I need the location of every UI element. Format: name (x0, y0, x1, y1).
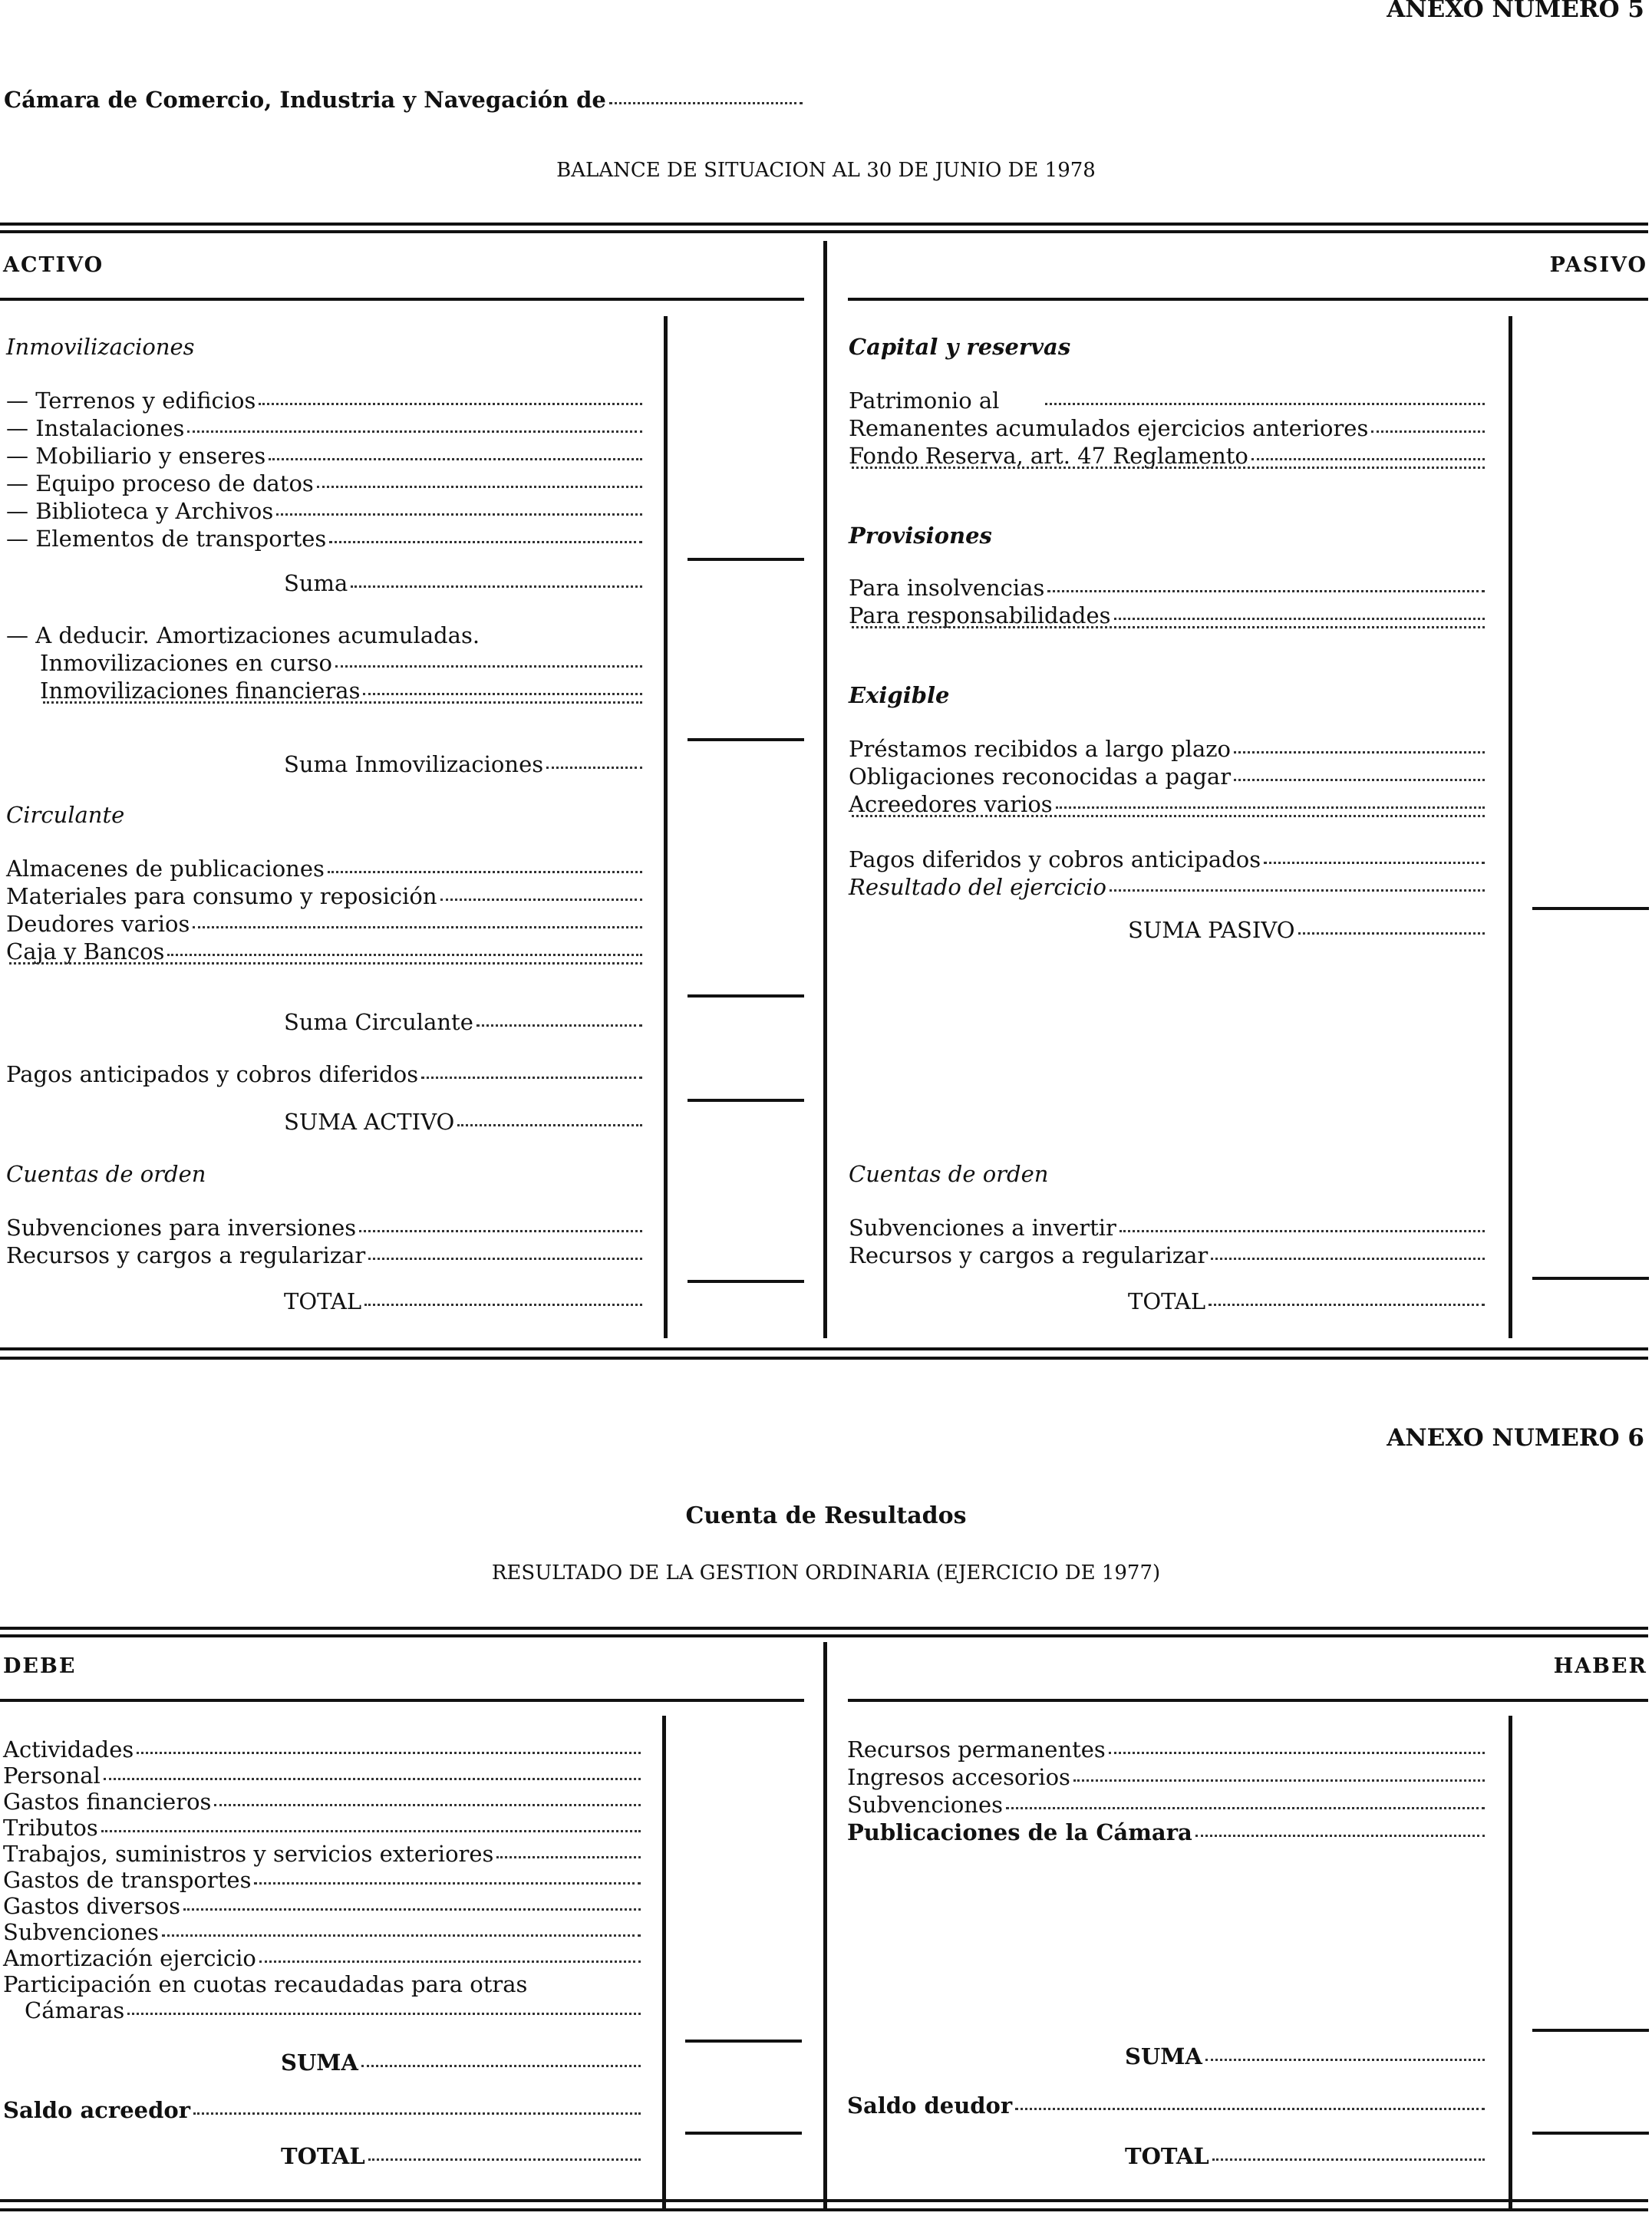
activo-header: ACTIVO (3, 253, 104, 277)
suma-row: SUMA (1125, 2043, 1488, 2070)
top-rule-1 (0, 223, 1648, 226)
debe-underline (0, 1699, 804, 1702)
debe-row: Subvenciones (3, 1918, 644, 1946)
activo-underline (0, 298, 804, 301)
total-row: TOTAL (284, 1288, 645, 1315)
chamber-label: Cámara de Comercio, Industria y Navegación de (4, 87, 606, 113)
resultado-row: Resultado del ejercicio (849, 873, 1488, 901)
sum-line (688, 558, 804, 561)
suma-inmov-row: Suma Inmovilizaciones (284, 750, 645, 778)
final-rule-2 (0, 2208, 1648, 2211)
sum-line (1532, 2132, 1649, 2135)
top-rule-1 (0, 1627, 1648, 1630)
pasivo-row: Obligaciones reconocidas a pagar (849, 763, 1488, 790)
activo-row: Subvenciones para inversiones (6, 1214, 645, 1242)
blank-row (849, 818, 1488, 820)
pasivo-amount-rule (1509, 316, 1512, 1338)
debe-row: Personal (3, 1762, 644, 1789)
pasivo-underline (848, 298, 1648, 301)
cuentas-orden-heading: Cuentas de orden (6, 1161, 206, 1187)
debe-row: Actividades (3, 1736, 644, 1763)
sum-line (1532, 2029, 1649, 2032)
bottom-rule-2 (0, 1357, 1648, 1360)
activo-row: Inmovilizaciones en curso (40, 649, 645, 677)
bottom-rule-1 (0, 1347, 1648, 1350)
annex6-heading: Cuenta de Resultados (685, 1502, 967, 1529)
debe-row: Amortización ejercicio (3, 1944, 644, 1972)
haber-row: Ingresos accesorios (847, 1763, 1488, 1791)
sum-line (1532, 1277, 1649, 1280)
saldo-acreedor-row: Saldo acreedor (3, 2096, 644, 2124)
pasivo-row: Subvenciones a invertir (849, 1214, 1488, 1242)
exigible-heading: Exigible (849, 682, 950, 708)
activo-row: — Equipo proceso de datos (6, 470, 645, 497)
haber-underline (848, 1699, 1648, 1702)
sum-line (685, 2132, 802, 2135)
activo-amount-rule (664, 316, 668, 1338)
provisiones-heading: Provisiones (849, 523, 992, 549)
center-divider (823, 1642, 827, 2210)
suma-pasivo-row: SUMA PASIVO (1128, 916, 1488, 944)
total-row: TOTAL (281, 2142, 644, 2170)
sum-line (688, 738, 804, 741)
suma-circ-row: Suma Circulante (284, 1008, 645, 1036)
debe-row: Trabajos, suministros y servicios exteriores (3, 1840, 644, 1868)
debe-row: Gastos financieros (3, 1788, 644, 1815)
activo-row: — Terrenos y edificios (6, 387, 645, 414)
pasivo-row: Préstamos recibidos a largo plazo (849, 735, 1488, 763)
total-row: TOTAL (1128, 1288, 1488, 1315)
activo-row: Recursos y cargos a regularizar (6, 1242, 645, 1269)
saldo-deudor-row: Saldo deudor (847, 2092, 1488, 2119)
suma-row: SUMA (281, 2049, 644, 2076)
suma-activo-row: SUMA ACTIVO (284, 1108, 645, 1136)
activo-row: Materiales para consumo y reposición (6, 882, 645, 910)
sum-line (685, 2040, 802, 2043)
debe-amount-rule (662, 1716, 666, 2210)
pagos-anticipados-row: Pagos anticipados y cobros diferidos (6, 1060, 645, 1088)
suma-row: Suma (284, 569, 645, 597)
activo-row: Caja y Bancos (6, 938, 645, 965)
sum-line (688, 1280, 804, 1283)
circulante-heading: Circulante (6, 802, 125, 828)
haber-row: Publicaciones de la Cámara (847, 1819, 1488, 1846)
haber-amount-rule (1509, 1716, 1512, 2210)
haber-row: Subvenciones (847, 1791, 1488, 1819)
pasivo-row: Acreedores varios (849, 790, 1488, 818)
blank-row (849, 470, 1488, 472)
annex5-title: ANEXO NUMERO 5 (1387, 0, 1644, 23)
chamber-line (4, 86, 806, 114)
haber-header: HABER (1553, 1654, 1647, 1678)
pasivo-row: Para insolvencias (849, 574, 1488, 602)
activo-row: — Biblioteca y Archivos (6, 497, 645, 525)
blank-row (849, 629, 1488, 631)
top-rule-2 (0, 1634, 1648, 1637)
haber-row: Recursos permanentes (847, 1736, 1488, 1763)
debe-row: Gastos de transportes (3, 1866, 644, 1894)
blank-row (6, 965, 645, 968)
sum-line (1532, 907, 1649, 910)
total-row: TOTAL (1125, 2142, 1488, 2170)
activo-row: — Mobiliario y enseres (6, 442, 645, 470)
inmovilizaciones-heading: Inmovilizaciones (6, 334, 195, 360)
center-divider (823, 241, 827, 1338)
activo-row: Inmovilizaciones financieras (40, 677, 645, 704)
debe-row: Gastos diversos (3, 1892, 644, 1920)
top-rule-2 (0, 230, 1648, 233)
annex5-subtitle: BALANCE DE SITUACION AL 30 DE JUNIO DE 1978 (556, 159, 1096, 182)
debe-row: Tributos (3, 1814, 644, 1842)
pasivo-row: Para responsabilidades (849, 602, 1488, 629)
activo-row: — Instalaciones (6, 414, 645, 442)
deduct-row: — A deducir. Amortizaciones acumuladas. (6, 622, 480, 648)
activo-row: Almacenes de publicaciones (6, 855, 645, 882)
pasivo-row: Pagos diferidos y cobros anticipados (849, 846, 1488, 873)
blank-row (40, 704, 645, 707)
annex6-subtitle: RESULTADO DE LA GESTION ORDINARIA (EJERCICIO DE 1977) (491, 1561, 1161, 1585)
activo-row: Deudores varios (6, 910, 645, 938)
capital-heading: Capital y reservas (849, 334, 1071, 360)
sum-line (688, 1099, 804, 1102)
cuentas-orden-heading: Cuentas de orden (849, 1161, 1049, 1187)
final-rule-1 (0, 2199, 1648, 2202)
pasivo-row: Remanentes acumulados ejercicios anteriores (849, 414, 1488, 442)
pasivo-row: Fondo Reserva, art. 47 Reglamento (849, 442, 1488, 470)
pasivo-row: Recursos y cargos a regularizar (849, 1242, 1488, 1269)
debe-header: DEBE (3, 1654, 77, 1678)
activo-row: — Elementos de transportes (6, 525, 645, 552)
sum-line (688, 994, 804, 998)
pasivo-header: PASIVO (1549, 253, 1647, 277)
pasivo-row: Patrimonio al (849, 387, 1488, 414)
participacion-row: Participación en cuotas recaudadas para otras (3, 1971, 528, 1997)
debe-row: Cámaras (25, 1997, 644, 2024)
annex6-title: ANEXO NUMERO 6 (1387, 1424, 1644, 1452)
